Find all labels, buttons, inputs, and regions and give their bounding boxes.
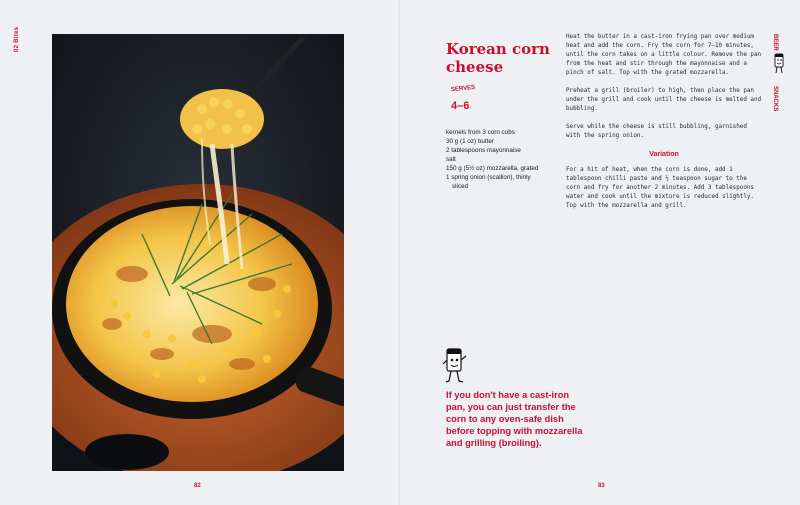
ingredients-list	[446, 128, 556, 191]
method-step: Heat the butter in a cast-iron frying pan over medium heat and add the corn. Fry the corn for 7–10 minutes, until the corn takes on a little colour. Remove the pan from the heat and stir through the mayonnaise and a pinch of salt. Top with the grated mozzarella.	[566, 34, 762, 76]
method-step: Preheat a grill (broiler) to high, then place the pan under the grill and cook until the cheese is melted and bubbling.	[566, 88, 762, 112]
tab-label-bottom: SNACKS	[772, 86, 778, 112]
folio-right: 83	[598, 483, 605, 489]
ingredient-item: 1 spring onion (scallion), thinly	[446, 174, 531, 181]
ingredient-item: sliced	[452, 183, 469, 190]
mascot-can-icon	[442, 346, 468, 386]
tab-mascot-icon	[772, 52, 786, 76]
chapter-tab	[772, 34, 788, 164]
method-step: Serve while the cheese is still bubbling, garnished with the spring onion.	[566, 124, 747, 139]
ingredient-item: 30 g (1 oz) butter	[446, 138, 494, 145]
recipe-photo	[52, 34, 344, 471]
method-column	[566, 33, 762, 220]
serves-value: 4–6	[451, 100, 470, 112]
tab-label-top: BEER	[772, 34, 778, 51]
ingredient-item: kernels from 3 corn cobs	[446, 129, 515, 136]
ingredient-item: 150 g (5½ oz) mozzarella, grated	[446, 165, 539, 172]
variation-heading: Variation	[649, 151, 679, 158]
ingredient-item: salt	[446, 156, 456, 163]
tip-callout: If you don't have a cast-iron pan, you can just transfer the corn to any oven-safe dish before topping with mozzarella and grilling (broiling).	[446, 390, 583, 448]
section-label: 02 Bites	[14, 26, 20, 52]
corn-cheese-skillet-illustration	[52, 34, 344, 471]
recipe-title: Korean corn cheese	[446, 40, 550, 77]
serves-label: SERVES	[450, 84, 476, 94]
ingredient-item: 2 tablespoons mayonnaise	[446, 147, 521, 154]
folio-left: 82	[194, 483, 201, 489]
variation-text: For a hit of heat, when the corn is done, add 1 tablespoon chilli paste and ½ teaspoon sugar to the corn and fry for another 2 minutes. Add 3 tablespoons water and cook until the mixture is reduced slightly. Top with the mozzarella and grill.	[566, 167, 754, 209]
